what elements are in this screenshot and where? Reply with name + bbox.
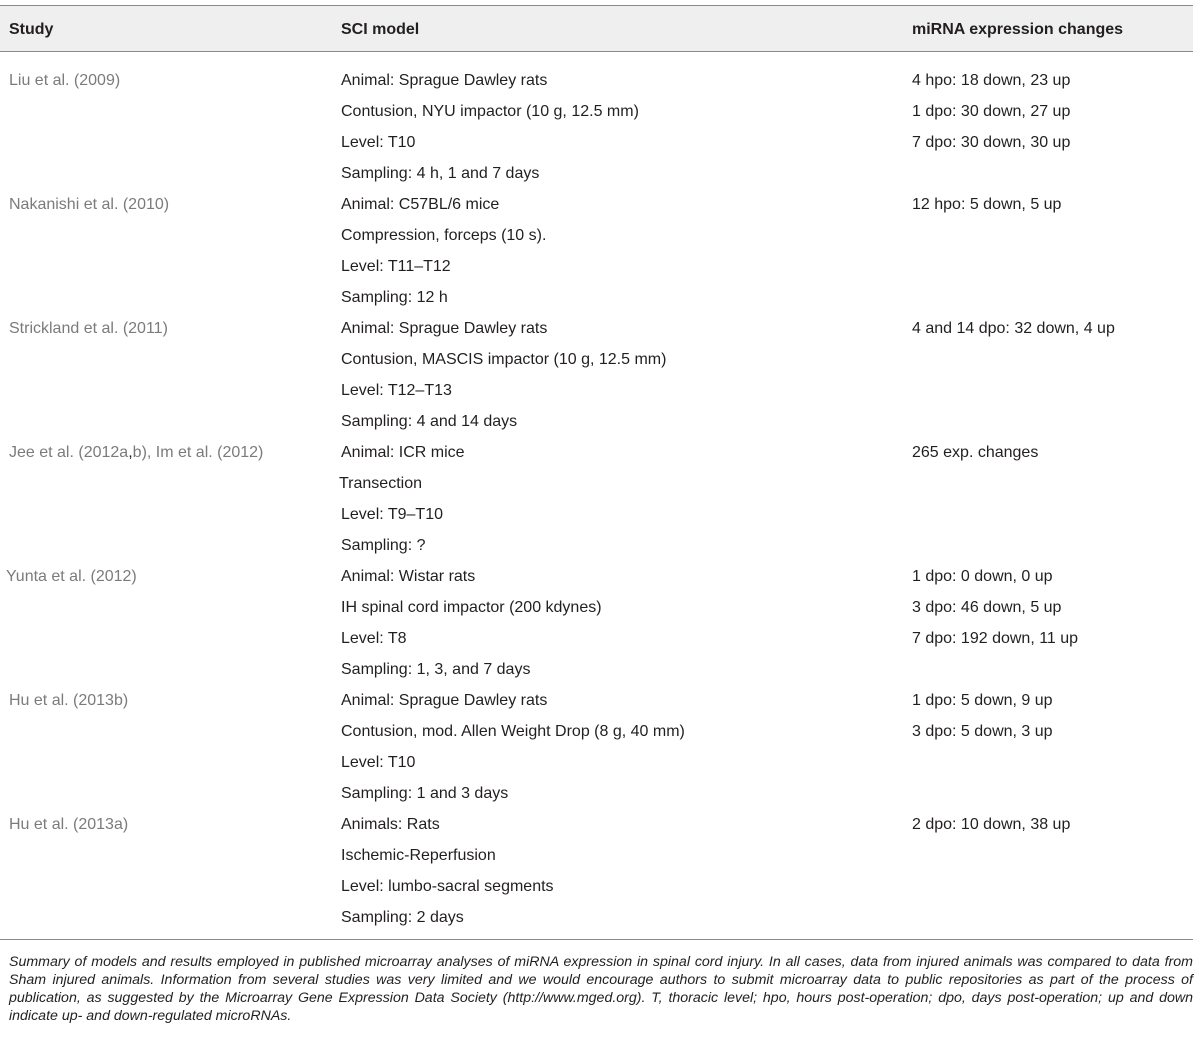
study-cell [9, 443, 263, 462]
table-body [0, 52, 1193, 930]
study-cell: Hu et al. (2013a) [9, 816, 129, 833]
model-cell: Sampling: 4 and 14 days [341, 413, 518, 430]
study-cell: Strickland et al. (2011) [9, 320, 168, 337]
model-cell: Level: T12–T13 [341, 382, 452, 399]
study-ref-sep: , [128, 444, 133, 461]
mirna-cell: 3 dpo: 46 down, 5 up [912, 599, 1062, 616]
model-cell: Sampling: 1, 3, and 7 days [341, 661, 531, 678]
table-row [0, 62, 1193, 186]
table-row [0, 434, 1193, 558]
header-sci-model: SCI model [341, 21, 420, 38]
bottom-rule [0, 939, 1193, 940]
model-cell: Sampling: 2 days [341, 909, 464, 926]
model-cell: Contusion, NYU impactor (10 g, 12.5 mm) [341, 103, 639, 120]
table-row [0, 186, 1193, 310]
mirna-cell: 4 and 14 dpo: 32 down, 4 up [912, 320, 1115, 337]
study-ref-jee-b: b [132, 444, 142, 461]
study-cell: Yunta et al. (2012) [6, 568, 137, 585]
table-header [0, 6, 1193, 51]
study-cell: Nakanishi et al. (2010) [9, 196, 170, 213]
mirna-cell: 7 dpo: 192 down, 11 up [912, 630, 1079, 647]
study-ref-im: Im et al. (2012) [155, 444, 264, 461]
model-cell: Sampling: 12 h [341, 289, 448, 306]
model-cell: Level: T10 [341, 754, 416, 771]
model-cell: Contusion, MASCIS impactor (10 g, 12.5 mm) [341, 351, 667, 368]
model-cell: IH spinal cord impactor (200 kdynes) [341, 599, 602, 616]
model-cell: Animal: Wistar rats [341, 568, 476, 585]
mirna-cell: 265 exp. changes [912, 444, 1039, 461]
model-cell: Ischemic-Reperfusion [341, 847, 496, 864]
mirna-cell: 1 dpo: 30 down, 27 up [912, 103, 1071, 120]
header-mirna-changes: miRNA expression changes [912, 21, 1124, 38]
model-cell: Animal: ICR mice [341, 444, 465, 461]
mirna-cell: 1 dpo: 5 down, 9 up [912, 692, 1053, 709]
mirna-cell: 2 dpo: 10 down, 38 up [912, 816, 1071, 833]
model-cell: Animal: Sprague Dawley rats [341, 320, 548, 337]
mirna-cell: 12 hpo: 5 down, 5 up [912, 196, 1062, 213]
model-cell: Animal: Sprague Dawley rats [341, 72, 548, 89]
table-row [0, 558, 1193, 682]
model-cell: Level: T11–T12 [341, 258, 451, 275]
model-cell: Contusion, mod. Allen Weight Drop (8 g, 40 mm) [341, 723, 685, 740]
model-cell: Sampling: ? [341, 537, 426, 554]
mirna-cell: 7 dpo: 30 down, 30 up [912, 134, 1071, 151]
model-cell: Transection [339, 475, 422, 492]
model-cell: Sampling: 1 and 3 days [341, 785, 509, 802]
table-footnote: Summary of models and results employed in published microarray analyses of miRNA expression in spinal cord injury. In all cases, data from injured animals was compared to data from Sham injured animals. Information from several studies was very limited and we would encourage authors to submit microarray data to public repositories as part of the process of publication, as suggested by the Microarray Gene Expression Data Society (http://www.mged.org). T, thoracic level; hpo, hours post-operation; dpo, days post-operation; up and down indicate up- and down-regulated microRNAs. [9, 954, 1193, 1024]
table-row [0, 806, 1193, 930]
study-ref-jee: Jee et al. (2012a [9, 444, 129, 461]
model-cell: Level: T8 [341, 630, 407, 647]
model-cell: Level: lumbo-sacral segments [341, 878, 554, 895]
model-cell: Sampling: 4 h, 1 and 7 days [341, 165, 540, 182]
model-cell: Animal: C57BL/6 mice [341, 196, 500, 213]
mirna-cell: 1 dpo: 0 down, 0 up [912, 568, 1053, 585]
table-row [0, 682, 1193, 806]
model-cell: Animal: Sprague Dawley rats [341, 692, 548, 709]
mirna-cell: 3 dpo: 5 down, 3 up [912, 723, 1053, 740]
study-cell: Hu et al. (2013b) [9, 692, 129, 709]
model-cell: Compression, forceps (10 s). [341, 227, 547, 244]
model-cell: Level: T9–T10 [341, 506, 443, 523]
model-cell: Level: T10 [341, 134, 416, 151]
header-study: Study [9, 21, 54, 38]
mirna-summary-table [0, 5, 1193, 940]
mirna-cell: 4 hpo: 18 down, 23 up [912, 72, 1071, 89]
table-row [0, 310, 1193, 434]
study-ref-close: ), [141, 444, 156, 461]
study-cell: Liu et al. (2009) [9, 72, 121, 89]
model-cell: Animals: Rats [341, 816, 440, 833]
